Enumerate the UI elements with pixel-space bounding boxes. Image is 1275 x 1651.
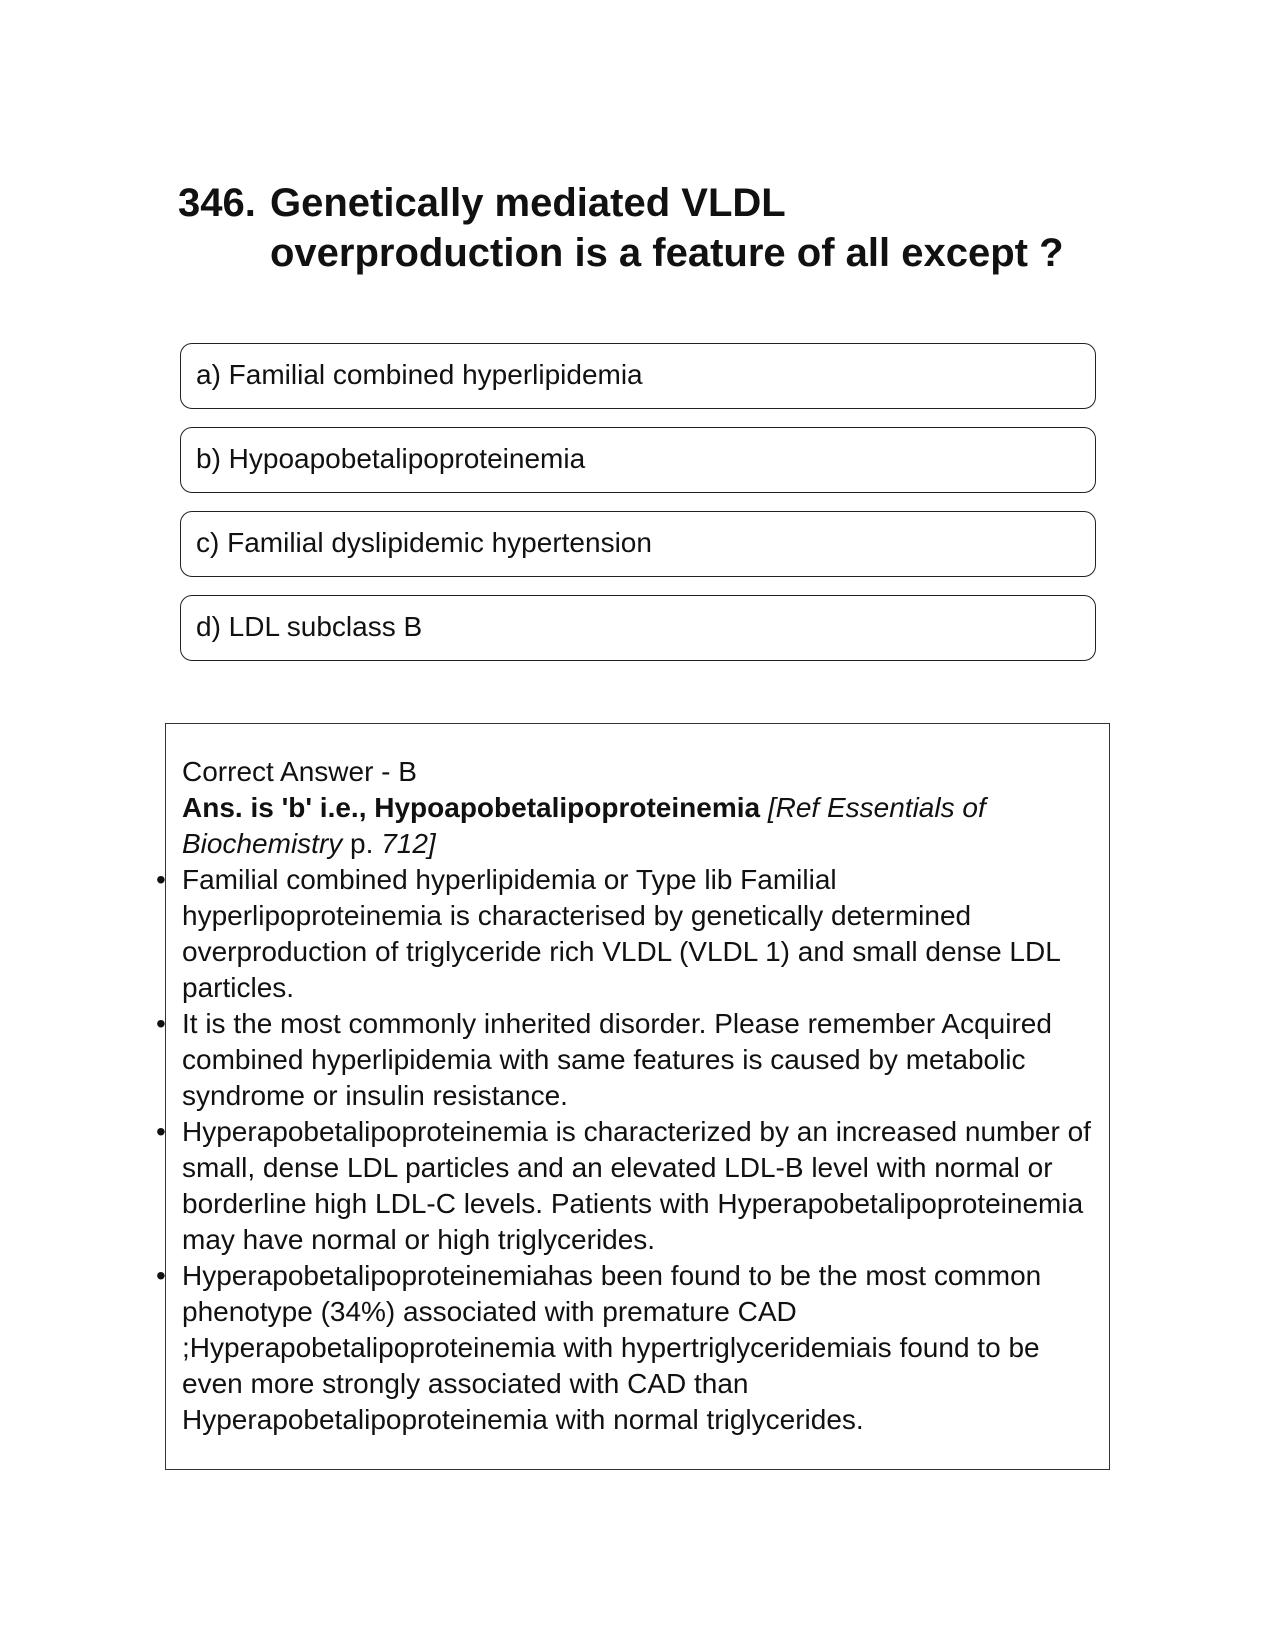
bullet-icon: • bbox=[156, 1008, 166, 1039]
list-item bbox=[156, 1258, 1102, 1438]
list-item bbox=[156, 862, 1102, 1006]
question-heading bbox=[178, 178, 1098, 278]
reference-page-number: 712] bbox=[381, 828, 436, 859]
reference-page-label: p. bbox=[350, 828, 374, 859]
option-d[interactable]: d) LDL subclass B bbox=[180, 595, 1096, 661]
bullet-icon: • bbox=[156, 1260, 166, 1291]
bullet-text: It is the most commonly inherited disorder. Please remember Acquired combined hyperlipidemia with same features is caused by metabolic syndrome or insulin resistance. bbox=[182, 1008, 1052, 1111]
question-number: 346. bbox=[178, 181, 256, 225]
bullet-text: Familial combined hyperlipidemia or Type lib Familial hyperlipoproteinemia is characterised by genetically determined overproduction of triglyceride rich VLDL (VLDL 1) and small dense LDL particles. bbox=[182, 864, 1060, 1003]
answer-summary bbox=[182, 790, 1102, 862]
question-text: Genetically mediated VLDL overproduction is a feature of all except ? bbox=[270, 181, 1064, 275]
bullet-icon: • bbox=[156, 1116, 166, 1147]
option-a[interactable]: a) Familial combined hyperlipidemia bbox=[180, 343, 1096, 409]
list-item bbox=[156, 1006, 1102, 1114]
bullet-text: Hyperapobetalipoproteinemia is characterized by an increased number of small, dense LDL particles and an elevated LDL-B level with normal or borderline high LDL-C levels. Patients with Hyperapobetalipoproteinemia may have normal or high triglycerides. bbox=[182, 1116, 1091, 1255]
option-b[interactable]: b) Hypoapobetalipoproteinemia bbox=[180, 427, 1096, 493]
correct-answer-line: Correct Answer - B bbox=[182, 756, 417, 787]
reference-title: [Ref Essentials of Biochemistry bbox=[182, 792, 986, 859]
answer-content bbox=[156, 754, 1102, 1438]
list-item bbox=[156, 1114, 1102, 1258]
option-c[interactable]: c) Familial dyslipidemic hypertension bbox=[180, 511, 1096, 577]
bullet-text: Hyperapobetalipoproteinemiahas been found to be the most common phenotype (34%) associated with premature CAD ;Hyperapobetalipoproteinemia with hypertriglyceridemiais found to be even more strongly associated with CAD than Hyperapobetalipoproteinemia with normal triglycerides. bbox=[182, 1260, 1042, 1435]
explanation-bullet-list bbox=[156, 862, 1102, 1438]
answer-bold-statement: Ans. is 'b' i.e., Hypoapobetalipoproteinemia bbox=[182, 792, 761, 823]
bullet-icon: • bbox=[156, 864, 166, 895]
